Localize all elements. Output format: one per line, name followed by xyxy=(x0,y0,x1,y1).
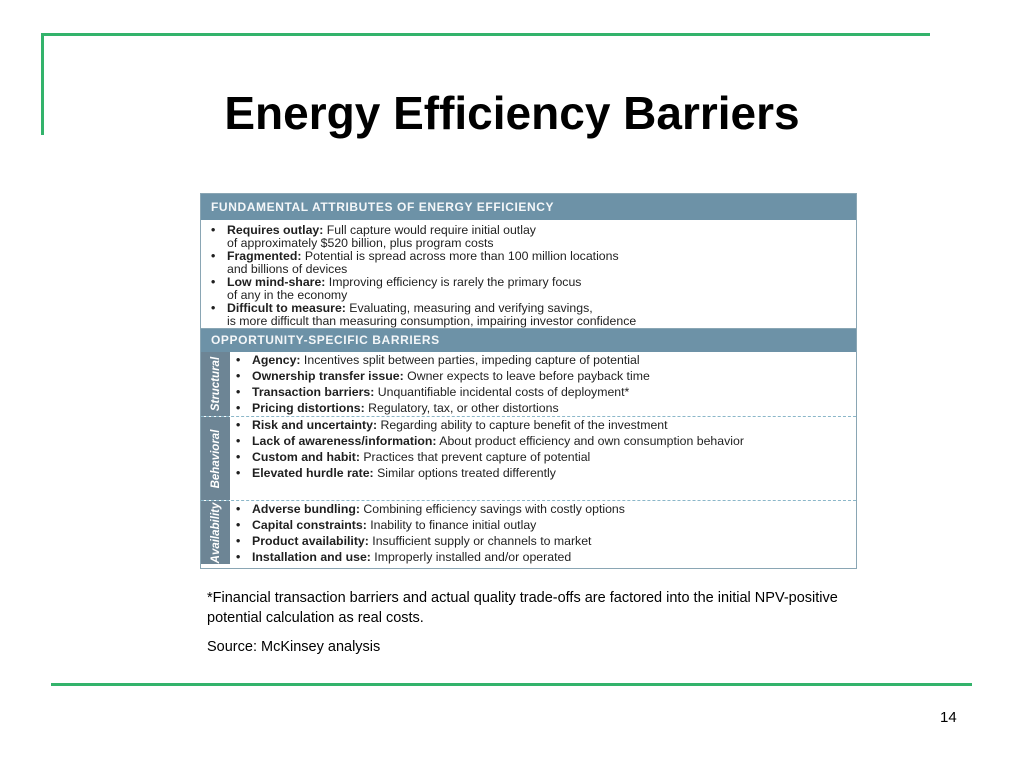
fundamental-header: FUNDAMENTAL ATTRIBUTES OF ENERGY EFFICIENCY xyxy=(201,194,856,220)
availability-label-band xyxy=(201,501,230,564)
list-item: • Fragmented: Potential is spread across more than 100 million locations and billions of devices xyxy=(211,249,619,276)
list-item: • Difficult to measure: Evaluating, measuring and verifying savings, is more difficult than measuring consumption, impairing investor confidence xyxy=(211,301,637,328)
bottom-rule xyxy=(51,683,972,686)
structural-group xyxy=(201,352,856,416)
list-item: • Requires outlay: Full capture would require initial outlay of approximately $520 billion, plus program costs xyxy=(211,223,536,250)
list-item: • Transaction barriers: Unquantifiable incidental costs of deployment* xyxy=(236,385,630,399)
list-item: • Adverse bundling: Combining efficiency savings with costly options xyxy=(236,502,625,516)
list-item: • Low mind-share: Improving efficiency is rarely the primary focus of any in the economy xyxy=(211,275,582,302)
availability-group xyxy=(201,501,856,564)
behavioral-group xyxy=(201,417,856,500)
list-item: • Agency: Incentives split between parties, impeding capture of potential xyxy=(236,353,640,367)
list-item: • Custom and habit: Practices that prevent capture of potential xyxy=(236,450,591,464)
structural-label: Structural xyxy=(209,356,222,412)
list-item: • Pricing distortions: Regulatory, tax, or other distortions xyxy=(236,401,559,415)
list-item: • Elevated hurdle rate: Similar options treated differently xyxy=(236,466,556,480)
page-number: 14 xyxy=(940,709,957,726)
behavioral-label: Behavioral xyxy=(209,429,222,488)
top-rule xyxy=(41,33,930,36)
footnote: *Financial transaction barriers and actual quality trade-offs are factored into the initial NPV-positive potential calculation as real costs. xyxy=(207,590,838,626)
list-item: • Product availability: Insufficient supply or channels to market xyxy=(236,534,592,548)
list-item: • Ownership transfer issue: Owner expects to leave before payback time xyxy=(236,369,650,383)
opportunity-header: OPPORTUNITY-SPECIFIC BARRIERS xyxy=(201,329,856,352)
source-note: Source: McKinsey analysis xyxy=(207,639,381,655)
behavioral-label-band xyxy=(201,417,230,500)
availability-label: Availability xyxy=(209,502,222,563)
list-item: • Lack of awareness/information: About product efficiency and own consumption behavior xyxy=(236,434,744,448)
fundamental-list xyxy=(201,220,856,329)
list-item: • Risk and uncertainty: Regarding ability to capture benefit of the investment xyxy=(236,418,668,432)
slide-title: Energy Efficiency Barriers xyxy=(224,87,800,139)
barriers-figure xyxy=(200,193,857,569)
structural-label-band xyxy=(201,352,230,416)
list-item: • Installation and use: Improperly installed and/or operated xyxy=(236,550,572,564)
list-item: • Capital constraints: Inability to finance initial outlay xyxy=(236,518,537,532)
